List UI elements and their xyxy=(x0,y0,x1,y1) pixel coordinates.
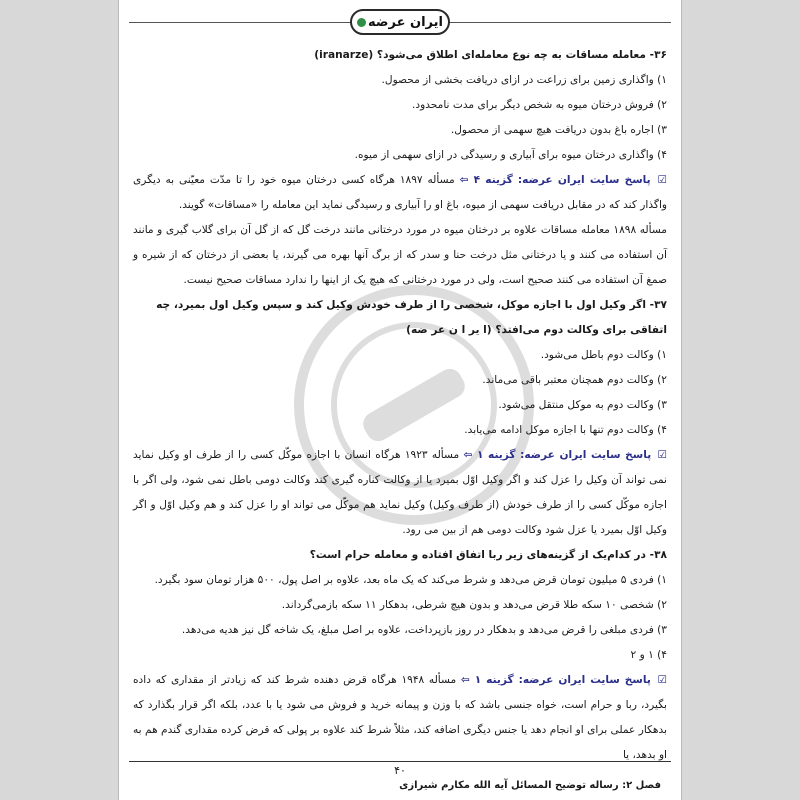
q37-answer-text: مسأله ۱۹۲۳ هرگاه انسان با اجازه موکّل کسی را از طرف او وکیل نماید نمی تواند آن وکیل را عزل کند و اگر وکیل اوّل بمیرد یا از وکالت کناره گیری کند وکالت دومی باطل نمی شود، ولی اگر با اجازه موکّل کسی را از طرف خودش (از طرف وکیل) وکیل نماید هم موکّل می تواند او را عزل کند و هم وکیل اوّل و اگر وکیل اوّل بمیرد یا عزل شود وکالت دومی هم از بین می رود. xyxy=(133,449,667,536)
q36-answer-label: پاسخ سایت ایران عرضه: گزینه ۴ ⇦ xyxy=(459,174,651,186)
page-header xyxy=(119,0,681,44)
question-36: ۳۶- معامله مساقات به چه نوع معامله‌ای اطلاق می‌شود؟ (iranarze) xyxy=(314,49,667,61)
checkbox-icon: ☑ xyxy=(657,174,667,186)
q37-option-2: ۲) وکالت دوم همچنان معتبر باقی می‌ماند. xyxy=(482,374,667,386)
q36-answer-text: مسأله ۱۸۹۷ هرگاه کسی درختان میوه خود را تا مدّت معیّنی به دیگری واگذار کند که در مقابل دریافت سهمی از میوه، باغ او را آبیاری و رسیدگی نماید این معامله را «مساقات» گویند. xyxy=(133,174,667,211)
brand-logo xyxy=(350,9,450,35)
page-content xyxy=(133,43,667,768)
q37-option-1: ۱) وکالت دوم باطل می‌شود. xyxy=(540,349,667,361)
q38-answer-label: پاسخ سایت ایران عرضه: گزینه ۱ ⇦ xyxy=(460,674,651,686)
q36-option-1: ۱) واگذاری زمین برای زراعت در ازای دریافت بخشی از محصول. xyxy=(381,74,667,86)
q37-answer xyxy=(133,443,667,543)
question-38: ۳۸- در کدام‌یک از گزینه‌های زیر ربا اتفاق افتاده و معامله حرام است؟ xyxy=(309,549,667,561)
q37-option-3: ۳) وکالت دوم به موکل منتقل می‌شود. xyxy=(498,399,667,411)
document-page xyxy=(118,0,682,800)
q38-option-1: ۱) فردی ۵ میلیون تومان قرض می‌دهد و شرط می‌کند که یک ماه بعد، علاوه بر اصل پول، ۵۰۰ هزار تومان سود بگیرد. xyxy=(154,574,667,586)
checkbox-icon: ☑ xyxy=(657,674,667,686)
question-37: ۳۷- اگر وکیل اول با اجازه موکل، شخصی را از طرف خودش وکیل کند و سپس وکیل اول بمیرد، چه اتفاقی برای وکالت دوم می‌افتد؟ (ا یر ا ن عر ضه) xyxy=(156,299,667,336)
logo-text: ایران عرضه xyxy=(368,14,443,30)
q37-answer-label: پاسخ سایت ایران عرضه: گزینه ۱ ⇦ xyxy=(463,449,652,461)
page-number: ۴۰ xyxy=(394,764,406,777)
q38-option-3: ۳) فردی مبلغی را قرض می‌دهد و بدهکار در روز بازپرداخت، علاوه بر اصل مبلغ، یک شاخه گل نیز هدیه می‌دهد. xyxy=(181,624,667,636)
q36-option-3: ۳) اجاره باغ بدون دریافت هیچ سهمی از محصول. xyxy=(450,124,667,136)
q38-answer-text: مسأله ۱۹۴۸ هرگاه قرض دهنده شرط کند که زیادتر از مقداری که داده بگیرد، ربا و حرام است، خواه جنسی باشد که با وزن و پیمانه خرید و فروش می شود یا با عدد، بلکه اگر قرار بگذارد که بدهکار عملی برای او انجام دهد یا جنس دیگری اضافه کند، مثلاً شرط کند علاوه بر پولی که قرض کرده مقداری گندم هم به او بدهد، یا xyxy=(133,674,667,761)
footer-title: فصل ۲: رساله توضیح المسائل آیه الله مکارم شیرازی xyxy=(399,780,661,791)
checkbox-icon: ☑ xyxy=(657,449,667,461)
q38-option-4: ۴) ۱ و ۲ xyxy=(630,649,667,661)
q38-option-2: ۲) شخصی ۱۰ سکه طلا قرض می‌دهد و بدون هیچ شرطی، بدهکار ۱۱ سکه بازمی‌گرداند. xyxy=(281,599,667,611)
q36-option-4: ۴) واگذاری درختان میوه برای آبیاری و رسیدگی در ازای سهمی از میوه. xyxy=(354,149,667,161)
q36-extra-paragraph: مسأله ۱۸۹۸ معامله مساقات علاوه بر درختان میوه در مورد درختانی مانند درخت گل که از گل آن برای گلاب گیری و مانند آن استفاده می کنند و یا درختانی مثل درخت حنا و سدر که از برگ آنها بهره می گیرند، یا بعضی از درختان که از شیره و صمغ آن استفاده می کنند صحیح است، ولی در مورد درختانی که هیچ یک از اینها را ندارد مساقات صحیح نیست. xyxy=(133,224,667,286)
q36-answer xyxy=(133,168,667,218)
footer-rule xyxy=(129,761,671,762)
logo-leaf-icon xyxy=(357,18,366,27)
q37-option-4: ۴) وکالت دوم تنها با اجازه موکل ادامه می‌یابد. xyxy=(464,424,667,436)
q36-option-2: ۲) فروش درختان میوه به شخص دیگر برای مدت نامحدود. xyxy=(412,99,667,111)
page-footer xyxy=(119,752,681,800)
